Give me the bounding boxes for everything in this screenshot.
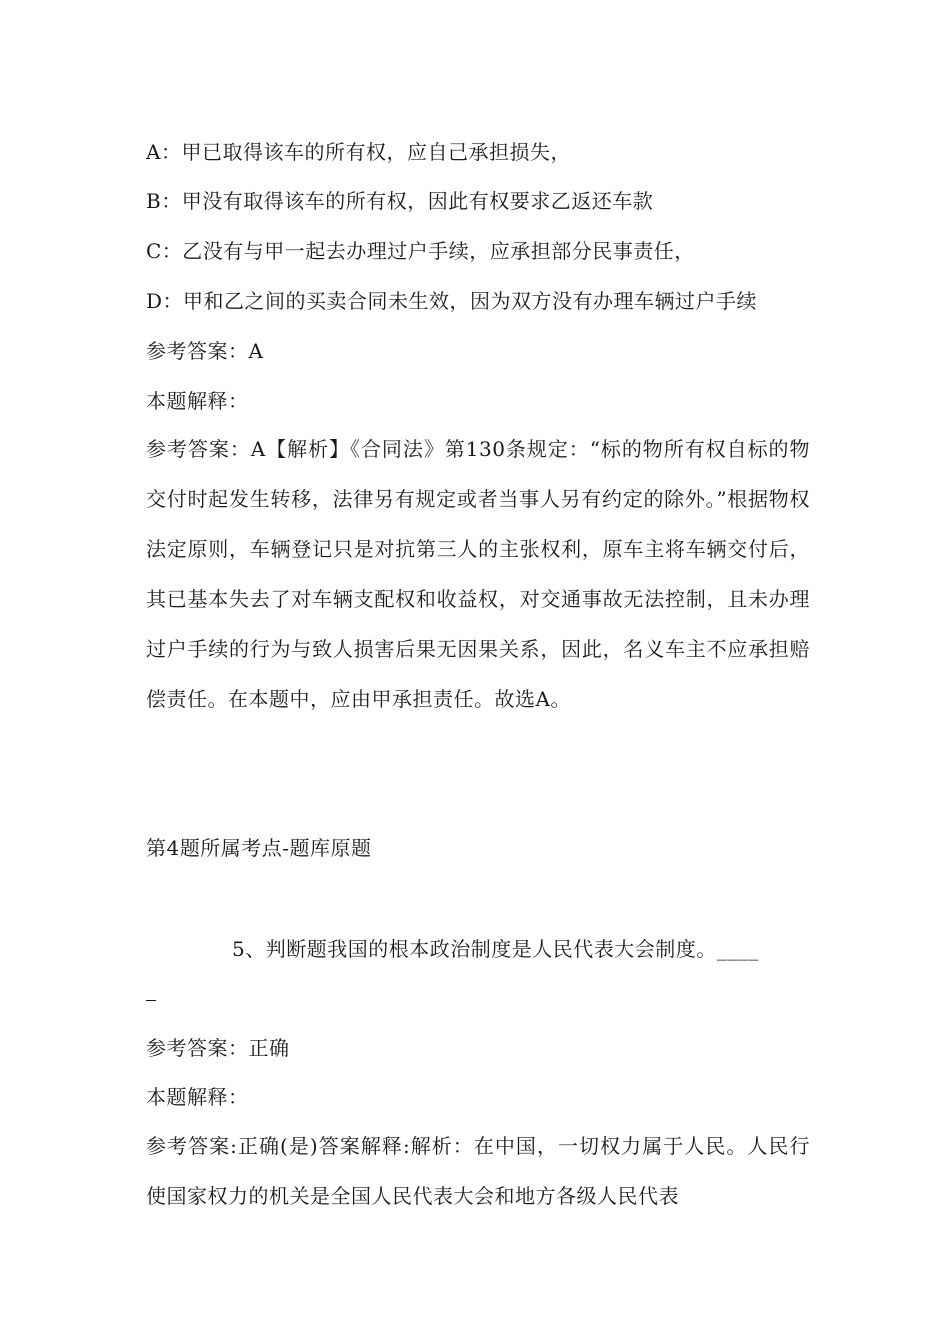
q5-answer: 参考答案：正确 <box>146 1036 290 1060</box>
q4-answer: 参考答案：A <box>146 339 264 363</box>
q5-explain-label: 本题解释： <box>146 1085 249 1109</box>
answer-blank-tail <box>146 1000 156 1001</box>
q5-question: 5、判断题我国的根本政治制度是人民代表大会制度。____ <box>232 937 759 961</box>
q4-topic: 第4题所属考点-题库原题 <box>146 836 372 860</box>
q4-explanation: 参考答案：A【解析】《合同法》第130条规定：“标的物所有权自标的物交付时起发生转移，法律另有规定或者当事人另有约定的除外。”根据物权法定原则，车辆登记只是对抗第三人的主张权利，原车主将车辆交付后，其已基本失去了对车辆支配权和收益权，对交通事故无法控制，且未办理过户手续的行为与致人损害后果无因果关系，因此，名义车主不应承担赔偿责任。在本题中，应由甲承担责任。故选A。 <box>146 437 810 711</box>
q4-explain-label: 本题解释： <box>146 389 249 413</box>
option-d: D：甲和乙之间的买卖合同未生效，因为双方没有办理车辆过户手续 <box>146 289 758 313</box>
option-b: B：甲没有取得该车的所有权，因此有权要求乙返还车款 <box>146 189 654 213</box>
option-a: A：甲已取得该车的所有权，应自己承担损失， <box>146 140 571 164</box>
option-c: C：乙没有与甲一起去办理过户手续，应承担部分民事责任， <box>146 239 695 263</box>
q5-explanation: 参考答案:正确(是)答案解释:解析：在中国，一切权力属于人民。人民行使国家权力的机关是全国人民代表大会和地方各级人民代表 <box>146 1134 810 1208</box>
